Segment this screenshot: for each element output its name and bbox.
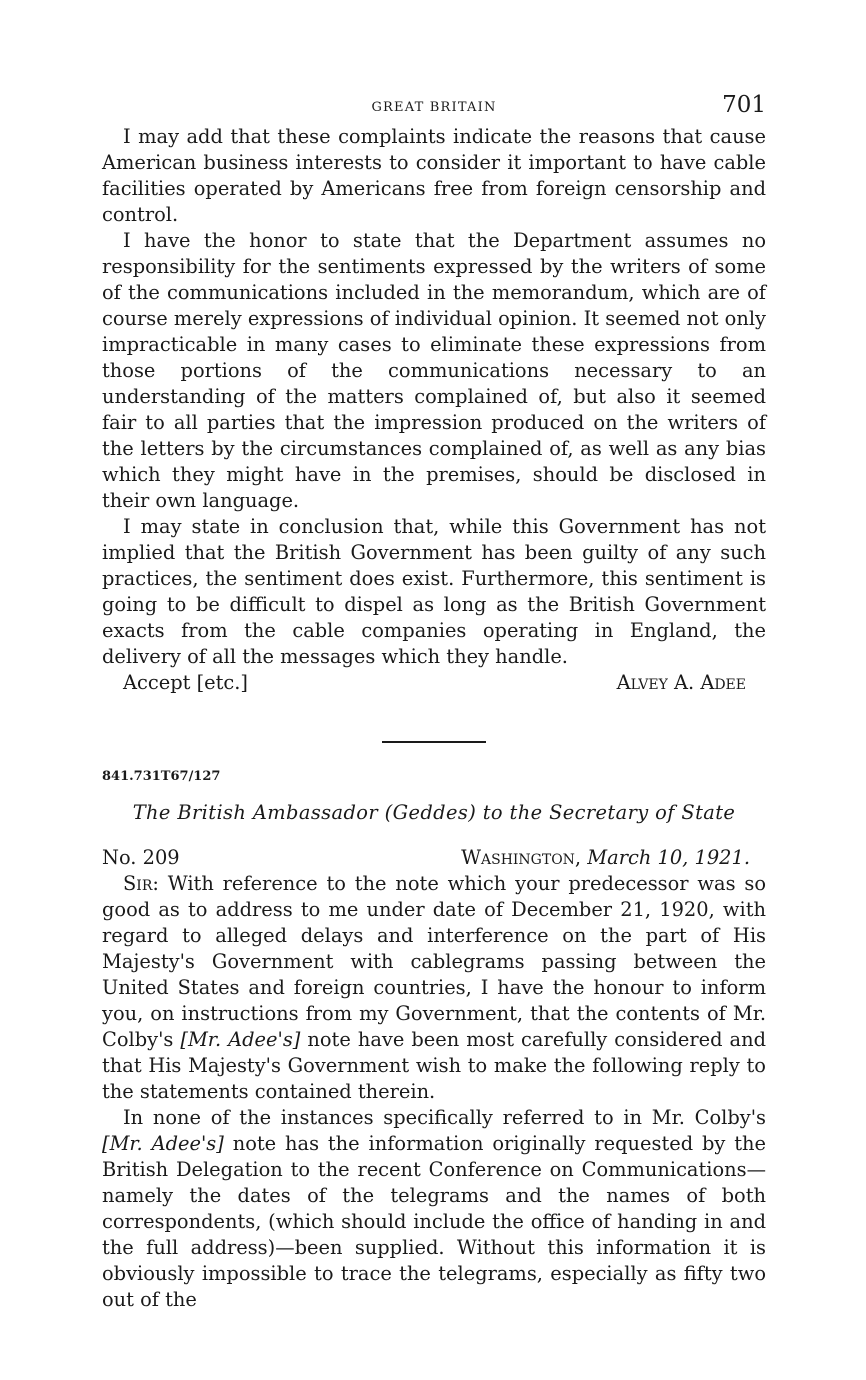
file-number: 841.731T67/127 bbox=[102, 769, 221, 784]
date: March 10, 1921. bbox=[587, 846, 750, 869]
editorial-bracket: [Mr. Adee's] bbox=[180, 1028, 301, 1051]
running-title: GREAT BRITAIN bbox=[371, 100, 497, 115]
place-and-date bbox=[461, 845, 750, 871]
paragraph-complaints: I may add that these complaints indicate the reasons that cause American business interests to consider it important to have cable facilities operated by Americans free from foreign censorship and control. bbox=[102, 125, 766, 226]
place: Washington, bbox=[461, 846, 582, 869]
running-head bbox=[102, 92, 766, 124]
paragraph-instances bbox=[102, 1105, 766, 1313]
paragraph-responsibility: I have the honor to state that the Department assumes no responsibility for the sentiments expressed by the writers of some of the communications included in the memorandum, which are of course merely expressions of individual opinion. It seemed not only impracticable in many cases to eliminate these expressions from those portions of the communications necessary to an understanding of the matters complained of, but also it seemed fair to all parties that the impression produced on the writers of the letters by the circumstances complained of, as well as any bias which they might have in the premises, should be disclosed in their own language. bbox=[102, 229, 766, 512]
document-number: No. 209 bbox=[102, 846, 180, 869]
dateline bbox=[102, 845, 766, 871]
paragraph-text: : With reference to the note which your predecessor was so good as to address to me under date of December 21, 1920, with regard to alleged delays and interference on the part of His Majesty's Government with cablegrams passing between the United States and foreign countries, I have the honour to inform you, on instructions from my Government, that the contents of Mr. Colby's bbox=[102, 872, 766, 1051]
letter-closing bbox=[102, 670, 766, 696]
page-number: 701 bbox=[722, 92, 766, 118]
section-divider bbox=[382, 741, 486, 743]
complimentary-close: Accept [etc.] bbox=[123, 671, 248, 694]
paragraph-conclusion: I may state in conclusion that, while this Government has not implied that the British Government has been guilty of any such practices, the sentiment does exist. Furthermore, this sentiment is going to be difficult to dispel as long as the British Government exacts from the cable companies operating in England, the delivery of all the messages which they handle. bbox=[102, 515, 766, 668]
document-title: The British Ambassador (Geddes) to the Secretary of State bbox=[132, 801, 736, 824]
salutation: Sir bbox=[123, 872, 153, 895]
paragraph-reference bbox=[102, 871, 766, 1105]
document-page bbox=[102, 92, 766, 1313]
editorial-bracket: [Mr. Adee's] bbox=[102, 1132, 224, 1155]
paragraph-text: note has the information originally requested by the British Delegation to the recent Conference on Communications—namely the dates of the telegrams and the names of both correspondents, (which should include the office of handing in and the full address)—been supplied. Without this information it is obviously impossible to trace the telegrams, especially as fifty two out of the bbox=[102, 1132, 767, 1311]
paragraph-text: note have been most carefully considered and that His Majesty's Government wish to make the following reply to the statements contained therein. bbox=[102, 1028, 766, 1103]
paragraph-text: In none of the instances specifically referred to in Mr. Colby's bbox=[123, 1106, 766, 1129]
signature: Alvey A. Adee bbox=[616, 671, 746, 694]
